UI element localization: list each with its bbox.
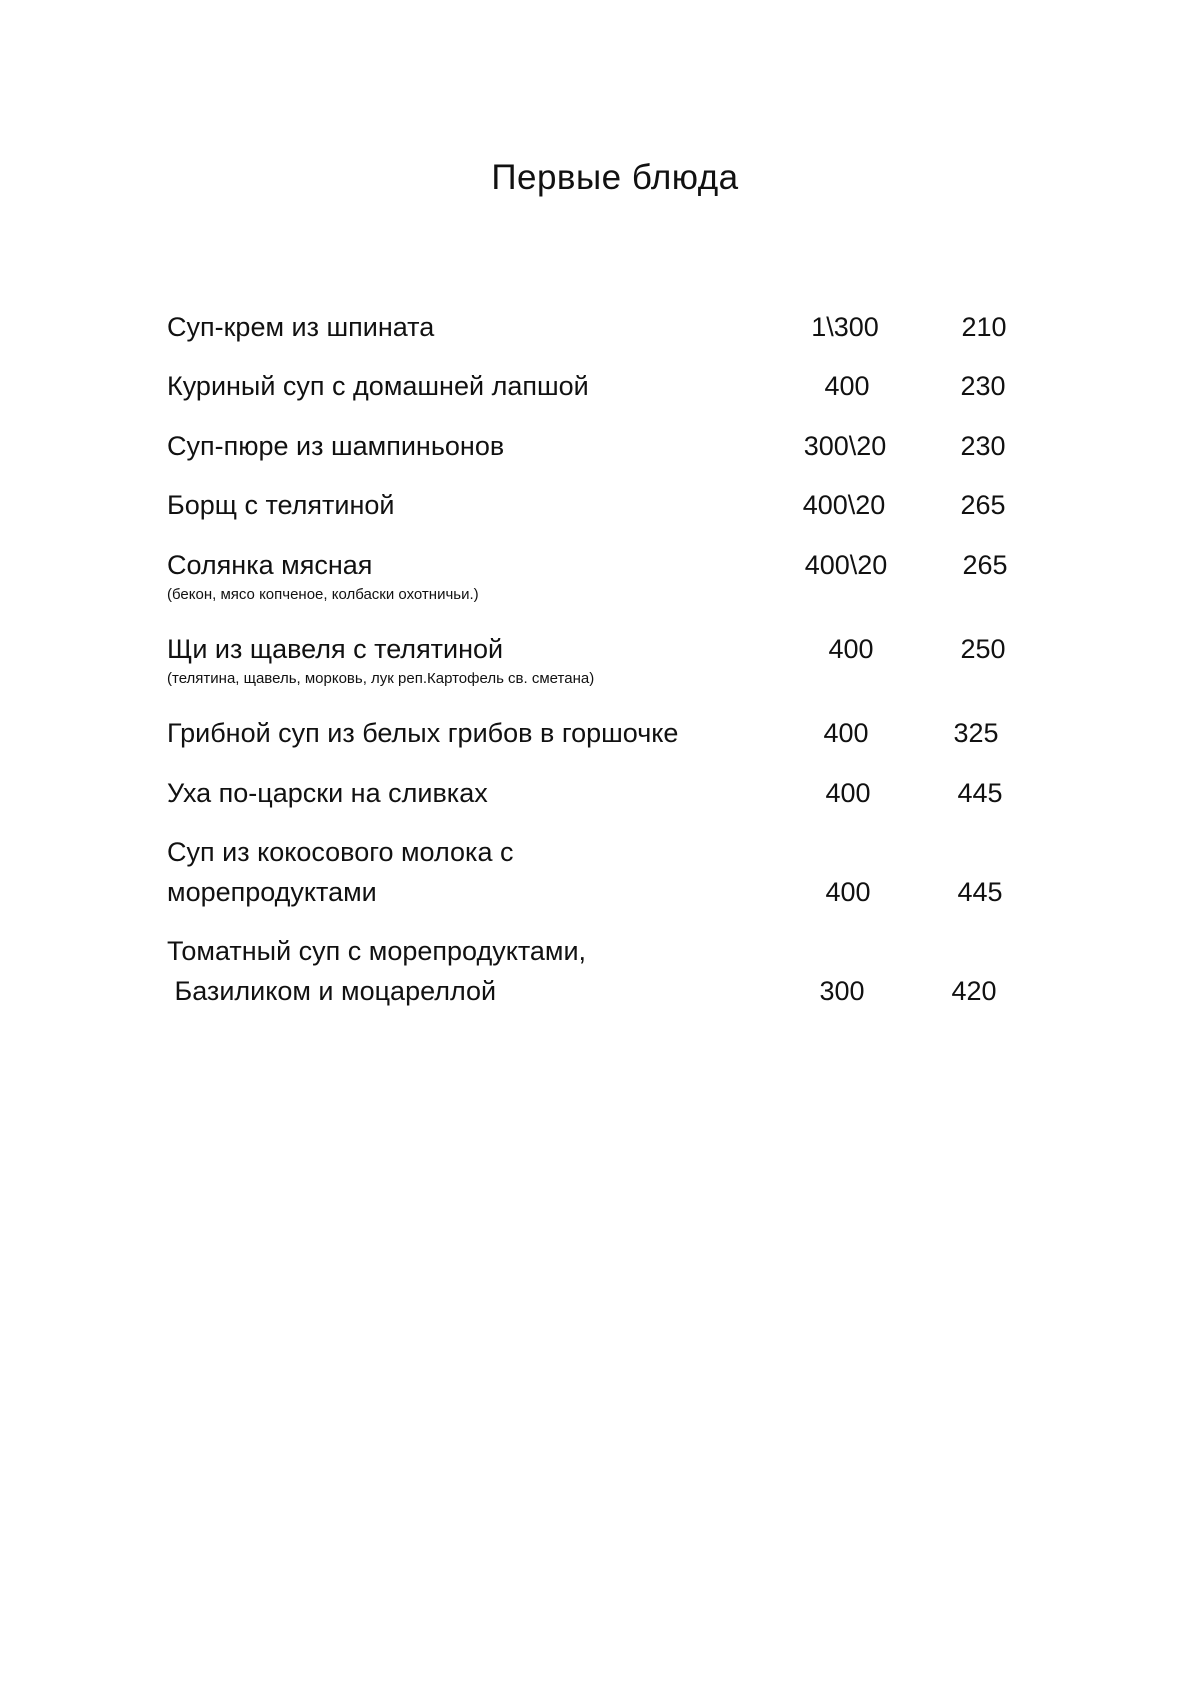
menu-item-name: Томатный суп с морепродуктами, — [167, 936, 587, 966]
menu-item-name: Борщ с телятиной — [167, 490, 395, 520]
menu-item-name: Грибной суп из белых грибов в горшочке — [167, 718, 679, 748]
menu-item-price: 250 — [960, 634, 1006, 664]
menu-item-description: (телятина, щавель, морковь, лук реп.Картофель св. сметана) — [167, 670, 595, 687]
menu-item-name: Суп-пюре из шампиньонов — [167, 431, 505, 461]
menu-item-name: Щи из щавеля с телятиной — [167, 634, 504, 664]
menu-item-name: Суп-крем из шпината — [167, 312, 435, 342]
menu-item-weight: 400\20 — [802, 490, 886, 520]
menu-item-price: 445 — [957, 877, 1003, 907]
menu-item-price: 420 — [951, 976, 997, 1006]
menu-item-weight: 400 — [823, 718, 869, 748]
menu-item-weight: 300\20 — [803, 431, 887, 461]
menu-item-price: 230 — [960, 371, 1006, 401]
menu-item-weight: 400 — [825, 877, 871, 907]
menu-item-weight: 400 — [828, 634, 874, 664]
menu-item-name: Куриный суп с домашней лапшой — [167, 371, 589, 401]
menu-item-weight: 400\20 — [804, 550, 888, 580]
menu-item-price: 230 — [960, 431, 1006, 461]
menu-item-price: 325 — [953, 718, 999, 748]
menu-item-price: 210 — [961, 312, 1007, 342]
menu-item-name: Солянка мясная — [167, 550, 373, 580]
menu-item-weight: 400 — [824, 371, 870, 401]
menu-item-price: 445 — [957, 778, 1003, 808]
menu-item-description: (бекон, мясо копченое, колбаски охотничьи.) — [167, 586, 479, 603]
page-title: Первые блюда — [491, 158, 739, 197]
menu-item-name: Уха по-царски на сливках — [167, 778, 488, 808]
menu-item-name-line2: Базиликом и моцареллой — [167, 976, 497, 1006]
menu-item-name: Суп из кокосового молока с — [167, 837, 514, 867]
menu-item-price: 265 — [962, 550, 1008, 580]
menu-item-weight: 400 — [825, 778, 871, 808]
menu-item-name-line2: морепродуктами — [167, 877, 377, 907]
menu-item-weight: 300 — [819, 976, 865, 1006]
menu-item-price: 265 — [960, 490, 1006, 520]
menu-item-weight: 1\300 — [811, 312, 879, 342]
